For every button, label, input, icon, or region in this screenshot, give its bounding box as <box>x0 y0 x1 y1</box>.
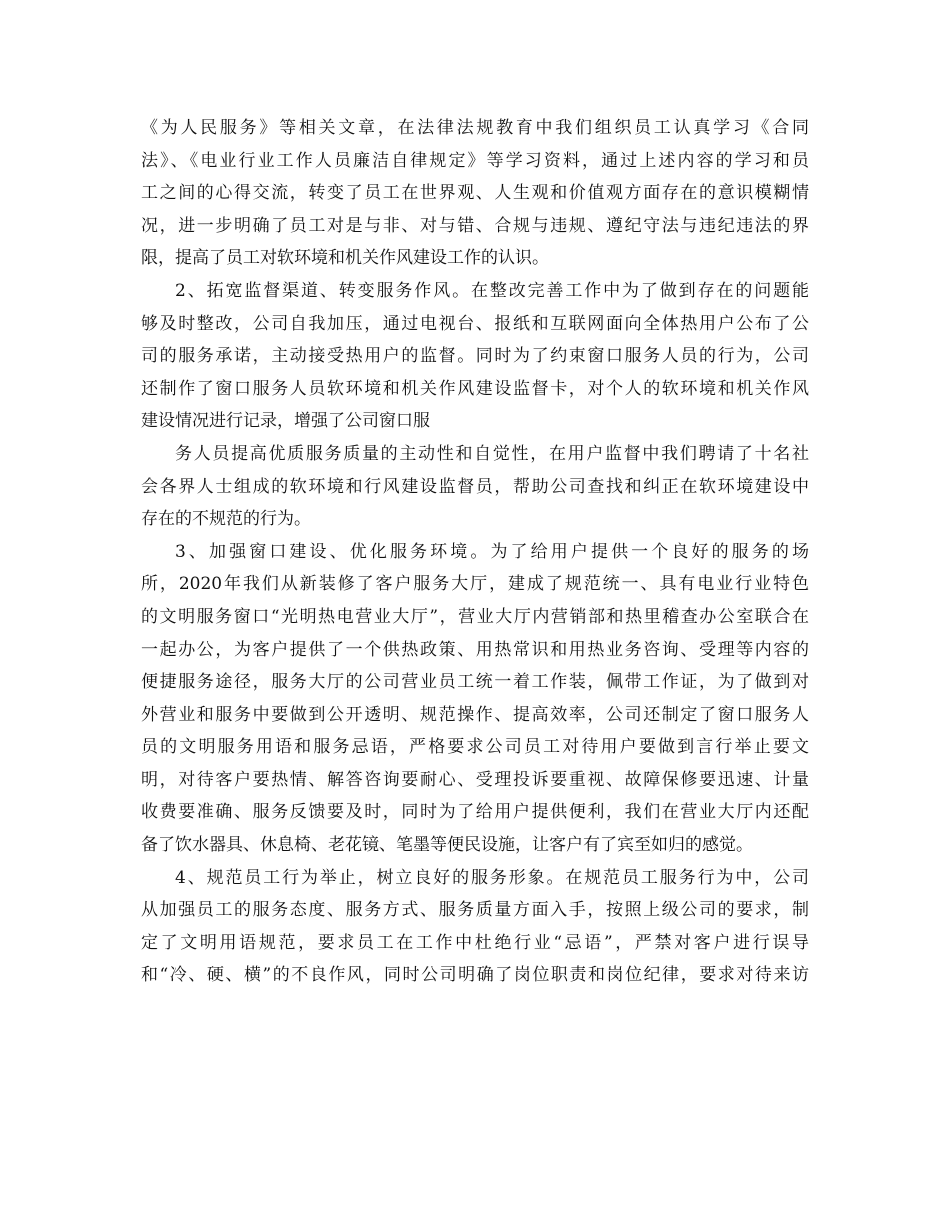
text-line: 从加强员工的服务态度、服务方式、服务质量方面入手，按照上级公司的要求，制 <box>141 900 809 921</box>
text-line: 外营业和服务中要做到公开透明、规范操作、提高效率，公司还制定了窗口服务人 <box>141 704 809 725</box>
paragraph-1 <box>141 112 809 275</box>
paragraph-2 <box>141 275 809 438</box>
text-line: 4、规范员工行为举止，树立良好的服务形象。在规范员工服务行为中，公司 <box>175 867 809 888</box>
text-line: 的文明服务窗口“光明热电营业大厅”，营业大厅内营销部和热里稽查办公室联合在 <box>141 606 809 627</box>
paragraph-4 <box>141 536 809 862</box>
text-line: 限，提高了员工对软环境和机关作风建设工作的认识。 <box>141 248 549 269</box>
text-line: 明，对待客户要热情、解答咨询要耐心、受理投诉要重视、故障保修要迅速、计量 <box>141 769 809 790</box>
text-line: 还制作了窗口服务人员软环境和机关作风建设监督卡，对个人的软环境和机关作风 <box>141 378 809 399</box>
text-line: 2、拓宽监督渠道、转变服务作风。在整改完善工作中为了做到存在的问题能 <box>175 280 809 301</box>
text-line: 存在的不规范的行为。 <box>141 509 311 530</box>
text-line: 和“冷、硬、横”的不良作风，同时公司明确了岗位职责和岗位纪律，要求对待来访 <box>141 965 809 986</box>
text-line: 一起办公，为客户提供了一个供热政策、用热常识和用热业务咨询、受理等内容的 <box>141 639 809 660</box>
text-line: 况，进一步明确了员工对是与非、对与错、合规与违规、遵纪守法与违纪违法的界 <box>141 215 809 236</box>
text-line: 工之间的心得交流，转变了员工在世界观、人生观和价值观方面存在的意识模糊情 <box>141 183 809 204</box>
text-line: 法》、《电业行业工作人员廉洁自律规定》等学习资料，通过上述内容的学习和员 <box>141 150 809 171</box>
paragraph-3 <box>141 438 809 536</box>
text-line: 3、加强窗口建设、优化服务环境。为了给用户提供一个良好的服务的场 <box>175 541 809 562</box>
text-line: 便捷服务途径，服务大厅的公司营业员工统一着工作装，佩带工作证，为了做到对 <box>141 672 809 693</box>
text-line: 所，2020年我们从新装修了客户服务大厅，建成了规范统一、具有电业行业特色 <box>141 574 809 595</box>
text-line: 员的文明服务用语和服务忌语，严格要求公司员工对待用户要做到言行举止要文 <box>141 737 809 758</box>
text-line: 定了文明用语规范，要求员工在工作中杜绝行业“忌语”，严禁对客户进行误导 <box>141 932 809 953</box>
document-page <box>141 112 809 992</box>
text-line: 务人员提高优质服务质量的主动性和自觉性，在用户监督中我们聘请了十名社 <box>175 443 809 464</box>
text-line: 建设情况进行记录，增强了公司窗口服 <box>141 411 430 432</box>
paragraph-5 <box>141 862 809 992</box>
text-line: 会各界人士组成的软环境和行风建设监督员，帮助公司查找和纠正在软环境建设中 <box>141 476 809 497</box>
text-line: 够及时整改，公司自我加压，通过电视台、报纸和互联网面向全体热用户公布了公 <box>141 313 809 334</box>
text-line: 备了饮水器具、休息椅、老花镜、笔墨等便民设施，让客户有了宾至如归的感觉。 <box>141 835 753 856</box>
text-line: 司的服务承诺，主动接受热用户的监督。同时为了约束窗口服务人员的行为，公司 <box>141 346 809 367</box>
text-line: 《为人民服务》等相关文章，在法律法规教育中我们组织员工认真学习《合同 <box>141 118 809 138</box>
text-line: 收费要准确、服务反馈要及时，同时为了给用户提供便利，我们在营业大厅内还配 <box>141 802 809 823</box>
